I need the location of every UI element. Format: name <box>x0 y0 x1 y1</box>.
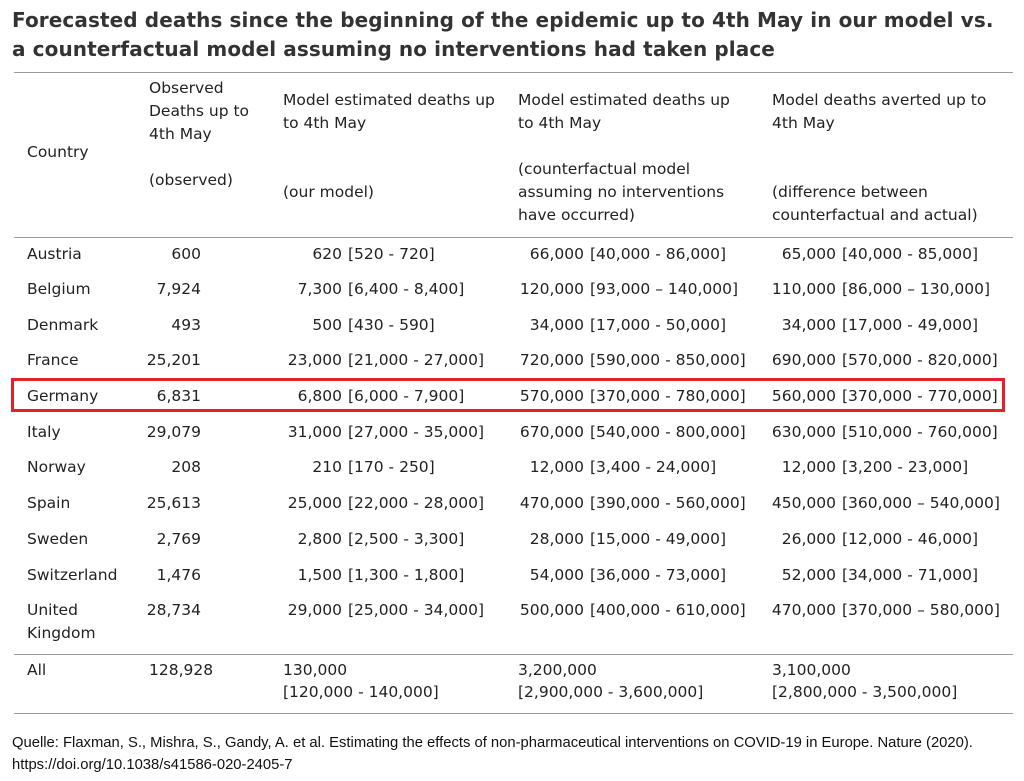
table-cell-av-ci: [34,000 - 71,000] <box>842 566 979 584</box>
table-cell-observed: 25,613 <box>146 494 201 512</box>
total-top-rule <box>14 654 1013 655</box>
table-cell-cf-ci: [17,000 - 50,000] <box>590 316 727 334</box>
table-cell-model-val: 500 <box>312 316 342 334</box>
table-cell-model-ci: [21,000 - 27,000] <box>348 351 485 369</box>
total-country: All <box>27 661 47 679</box>
table-cell-av-val: 630,000 <box>771 423 836 441</box>
header-bottom-rule <box>14 237 1013 238</box>
table-cell-av-val: 450,000 <box>771 494 836 512</box>
table-cell-av-ci: [40,000 - 85,000] <box>842 245 979 263</box>
table-cell-av-ci: [570,000 - 820,000] <box>842 351 998 369</box>
table-cell-av-ci: [370,000 – 580,000] <box>842 601 1000 619</box>
table-cell-model-val: 23,000 <box>287 351 342 369</box>
table-cell-cf-ci: [36,000 - 73,000] <box>590 566 727 584</box>
header-averted: Model deaths averted up to 4th May (difference between counterfactual and actual) <box>772 91 987 224</box>
table-cell-av-val: 690,000 <box>771 351 836 369</box>
table-cell-model-ci: [27,000 - 35,000] <box>348 423 485 441</box>
table-cell-observed: 7,924 <box>156 280 201 298</box>
table-cell-cf-ci: [15,000 - 49,000] <box>590 530 727 548</box>
total-observed: 128,928 <box>149 661 214 679</box>
header-country: Country <box>27 143 89 161</box>
table-cell-country: Italy <box>27 423 61 441</box>
table-cell-country: Belgium <box>27 280 91 298</box>
table-cell-cf-val: 34,000 <box>529 316 584 334</box>
table-cell-cf-val: 66,000 <box>529 245 584 263</box>
table-top-rule <box>14 72 1013 73</box>
table-cell-country: Spain <box>27 494 71 512</box>
table-cell-cf-val: 120,000 <box>519 280 584 298</box>
table-cell-av-ci: [360,000 – 540,000] <box>842 494 1000 512</box>
table-cell-country: Germany <box>27 387 99 405</box>
table-cell-cf-ci: [540,000 - 800,000] <box>590 423 746 441</box>
table-cell-cf-val: 670,000 <box>519 423 584 441</box>
table-cell-av-val: 110,000 <box>771 280 836 298</box>
table-cell-cf-ci: [93,000 – 140,000] <box>590 280 739 298</box>
table-cell-observed: 28,734 <box>146 601 201 619</box>
header-counterfactual: Model estimated deaths up to 4th May (counterfactual model assuming no interventions have occurred) <box>518 91 730 224</box>
table-cell-av-val: 470,000 <box>771 601 836 619</box>
table-cell-observed: 2,769 <box>156 530 201 548</box>
table-cell-av-val: 12,000 <box>781 458 836 476</box>
total-av-val: 3,100,000 <box>772 661 851 679</box>
table-cell-model-ci: [170 - 250] <box>348 458 435 476</box>
table-cell-av-val: 26,000 <box>781 530 836 548</box>
table-cell-model-val: 29,000 <box>287 601 342 619</box>
table-cell-model-val: 2,800 <box>297 530 342 548</box>
table-cell-model-val: 7,300 <box>297 280 342 298</box>
table-cell-cf-ci: [3,400 - 24,000] <box>590 458 717 476</box>
source-citation: Quelle: Flaxman, S., Mishra, S., Gandy, A. et al. Estimating the effects of non-pharmaceutical interventions on COVID-19 in Europe. Nature (2020). https://doi.org/10.1038/s41586-020-2405-7 <box>12 735 973 773</box>
table-cell-cf-val: 12,000 <box>529 458 584 476</box>
table-cell-observed: 1,476 <box>156 566 201 584</box>
table-cell-cf-ci: [590,000 - 850,000] <box>590 351 746 369</box>
table-cell-observed: 493 <box>171 316 201 334</box>
table-cell-av-ci: [370,000 - 770,000] <box>842 387 998 405</box>
table-cell-av-val: 560,000 <box>771 387 836 405</box>
table-cell-observed: 600 <box>171 245 201 263</box>
table-cell-model-val: 31,000 <box>287 423 342 441</box>
table-cell-model-ci: [22,000 - 28,000] <box>348 494 485 512</box>
table-cell-cf-val: 54,000 <box>529 566 584 584</box>
table-cell-country: United Kingdom <box>27 601 96 642</box>
table-cell-model-val: 1,500 <box>297 566 342 584</box>
table-cell-model-val: 6,800 <box>297 387 342 405</box>
table-cell-cf-ci: [390,000 - 560,000] <box>590 494 746 512</box>
table-cell-av-val: 65,000 <box>781 245 836 263</box>
table-cell-model-ci: [6,400 - 8,400] <box>348 280 465 298</box>
table-cell-model-ci: [25,000 - 34,000] <box>348 601 485 619</box>
table-cell-country: Austria <box>27 245 82 263</box>
total-cf-ci: [2,900,000 - 3,600,000] <box>518 683 704 701</box>
table-cell-country: Switzerland <box>27 566 118 584</box>
table-cell-av-ci: [3,200 - 23,000] <box>842 458 969 476</box>
table-cell-model-val: 210 <box>312 458 342 476</box>
table-cell-country: France <box>27 351 79 369</box>
table-cell-cf-val: 470,000 <box>519 494 584 512</box>
table-cell-cf-ci: [40,000 - 86,000] <box>590 245 727 263</box>
total-model-ci: [120,000 - 140,000] <box>283 683 439 701</box>
table-cell-av-ci: [12,000 - 46,000] <box>842 530 979 548</box>
table-cell-cf-val: 500,000 <box>519 601 584 619</box>
table-cell-observed: 25,201 <box>146 351 201 369</box>
table-cell-model-ci: [1,300 - 1,800] <box>348 566 465 584</box>
table-cell-av-val: 34,000 <box>781 316 836 334</box>
table-cell-model-ci: [430 - 590] <box>348 316 435 334</box>
table-cell-av-ci: [17,000 - 49,000] <box>842 316 979 334</box>
table-cell-av-ci: [510,000 - 760,000] <box>842 423 998 441</box>
table-bottom-rule <box>14 713 1013 714</box>
total-model-val: 130,000 <box>283 661 348 679</box>
table-cell-model-ci: [6,000 - 7,900] <box>348 387 465 405</box>
table-cell-country: Denmark <box>27 316 99 334</box>
germany-row-highlight <box>11 378 1005 412</box>
table-cell-cf-val: 720,000 <box>519 351 584 369</box>
table-cell-cf-ci: [370,000 - 780,000] <box>590 387 746 405</box>
page-title: Forecasted deaths since the beginning of the epidemic up to 4th May in our model vs. a counterfactual model assuming no interventions had taken place <box>12 8 994 61</box>
table-cell-country: Norway <box>27 458 86 476</box>
table-cell-country: Sweden <box>27 530 89 548</box>
table-cell-cf-ci: [400,000 - 610,000] <box>590 601 746 619</box>
table-cell-observed: 6,831 <box>156 387 201 405</box>
table-cell-observed: 208 <box>171 458 201 476</box>
table-cell-av-val: 52,000 <box>781 566 836 584</box>
table-cell-model-ci: [2,500 - 3,300] <box>348 530 465 548</box>
table-cell-model-ci: [520 - 720] <box>348 245 435 263</box>
table-cell-cf-val: 570,000 <box>519 387 584 405</box>
total-cf-val: 3,200,000 <box>518 661 597 679</box>
table-cell-model-val: 25,000 <box>287 494 342 512</box>
total-av-ci: [2,800,000 - 3,500,000] <box>772 683 958 701</box>
table-cell-model-val: 620 <box>312 245 342 263</box>
header-model: Model estimated deaths up to 4th May (our model) <box>283 91 495 201</box>
table-cell-av-ci: [86,000 – 130,000] <box>842 280 991 298</box>
table-cell-cf-val: 28,000 <box>529 530 584 548</box>
table-cell-observed: 29,079 <box>146 423 201 441</box>
header-observed: Observed Deaths up to 4th May (observed) <box>149 79 250 189</box>
